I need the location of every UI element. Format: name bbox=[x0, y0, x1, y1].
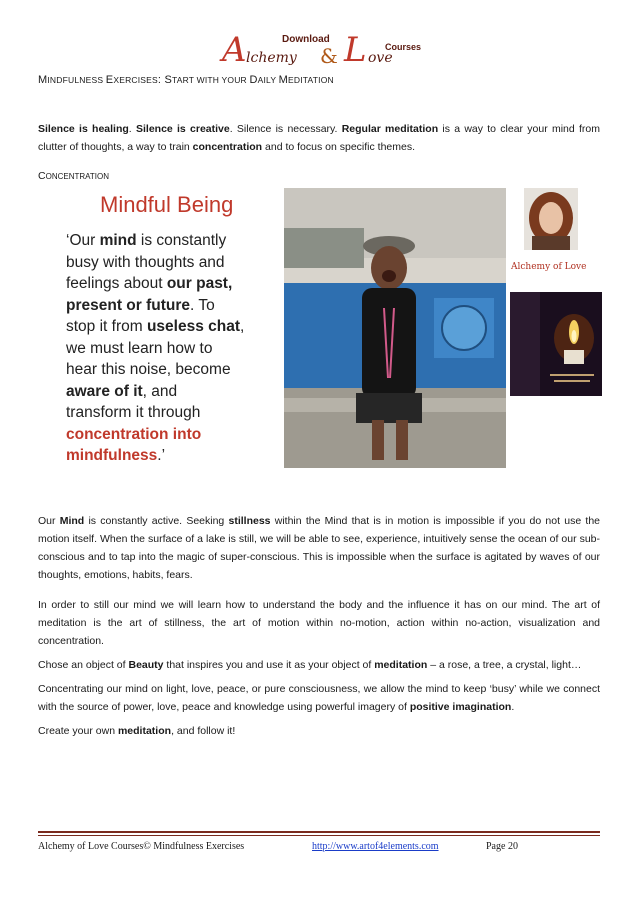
heading-smallcaps: TART WITH YOUR bbox=[171, 75, 250, 85]
bold-text: Regular meditation bbox=[341, 123, 439, 135]
subheading-smallcaps: ONCENTRATION bbox=[45, 172, 109, 181]
image-quote bbox=[66, 230, 276, 467]
mind-paragraph bbox=[38, 512, 600, 584]
text: – a rose, a tree, a crystal, light… bbox=[427, 659, 582, 671]
text: .’ bbox=[157, 447, 166, 464]
bold-text: meditation bbox=[374, 659, 428, 671]
intro-paragraph bbox=[38, 120, 600, 156]
text: . Silence is necessary. bbox=[229, 123, 342, 135]
quote-line bbox=[66, 273, 276, 295]
quote-line: hear this noise, become bbox=[66, 361, 231, 378]
logo-ove: ove bbox=[368, 50, 393, 66]
text: Create your own bbox=[38, 725, 118, 737]
text: that inspires you and use it as your object of bbox=[163, 659, 375, 671]
heading-colon: : bbox=[157, 74, 165, 86]
footer-rule bbox=[38, 831, 600, 833]
quote-line bbox=[66, 316, 276, 338]
heading-cap: M bbox=[278, 74, 288, 86]
heading-smallcaps: INDFULNESS bbox=[47, 75, 106, 85]
text: , and bbox=[142, 382, 178, 400]
heading-cap: S bbox=[164, 74, 172, 86]
mini-logo: Alchemy of Love bbox=[511, 262, 587, 272]
bold-text: aware of it bbox=[66, 382, 143, 400]
heading-smallcaps: EDITATION bbox=[288, 75, 334, 85]
logo-letter-l: L bbox=[344, 30, 367, 70]
logo-courses-text: Courses bbox=[385, 42, 422, 52]
image-title: Mindful Being bbox=[100, 192, 234, 217]
heading-smallcaps: XERCISES bbox=[113, 75, 158, 85]
author-portrait bbox=[524, 188, 578, 250]
text: , bbox=[240, 318, 245, 335]
logo-lchemy: lchemy bbox=[246, 50, 297, 66]
text: Chose an object of bbox=[38, 659, 129, 671]
text: feelings about bbox=[66, 275, 167, 292]
beauty-paragraph bbox=[38, 656, 600, 674]
bold-text: meditation bbox=[117, 725, 172, 737]
text: , and follow it! bbox=[171, 725, 236, 737]
logo-ampersand: & bbox=[320, 44, 338, 68]
quote-line bbox=[66, 445, 276, 467]
text: . To bbox=[190, 296, 215, 314]
subheading-cap: C bbox=[38, 170, 46, 182]
girl-photo bbox=[284, 188, 506, 468]
text: and to focus on specific themes. bbox=[262, 141, 416, 153]
text: . bbox=[511, 701, 515, 713]
bold-text: our past, bbox=[166, 275, 233, 292]
text: stop it from bbox=[66, 318, 147, 335]
quote-line bbox=[66, 295, 276, 317]
text: is a way to clear your mind from clutter of thoughts, a way to train bbox=[38, 123, 600, 153]
bold-text: Silence is healing bbox=[38, 123, 129, 135]
concentrating-paragraph bbox=[38, 680, 600, 716]
bold-text: Mind bbox=[59, 515, 85, 527]
bold-text: concentration bbox=[192, 141, 263, 153]
quote-line: concentration into bbox=[66, 425, 202, 443]
bold-text: positive imagination bbox=[409, 701, 512, 713]
text: ‘Our bbox=[66, 232, 100, 249]
text: Our bbox=[38, 515, 60, 527]
red-text: mindfulness bbox=[66, 447, 158, 464]
text: is constantly bbox=[136, 232, 227, 249]
mindful-being-image bbox=[66, 188, 606, 498]
quote-line: transform it through bbox=[66, 404, 201, 421]
logo-letter-a: A bbox=[222, 30, 247, 70]
heading-cap: D bbox=[249, 74, 258, 86]
bold-text: present or future bbox=[66, 296, 191, 314]
create-paragraph bbox=[38, 722, 600, 740]
text: . bbox=[128, 123, 136, 135]
quote-line bbox=[66, 230, 276, 252]
text: is constantly active. Seeking bbox=[84, 515, 229, 527]
bold-text: stillness bbox=[228, 515, 271, 527]
bold-text: mind bbox=[99, 232, 137, 249]
stillness-paragraph: In order to still our mind we will learn how to understand the body and the influence it has on our mind. The art of meditation is the art of stillness, the art of motion within no-motion, action within no-action, visualization and concentration. bbox=[38, 599, 600, 647]
bold-text: Silence is creative bbox=[135, 123, 230, 135]
quote-line: busy with thoughts and bbox=[66, 253, 225, 271]
footer-rule-thin bbox=[38, 835, 600, 836]
bold-text: useless chat bbox=[146, 318, 241, 335]
heading-cap: M bbox=[38, 74, 48, 86]
concentration-subheading bbox=[38, 170, 109, 182]
alchemy-of-love-logo bbox=[222, 30, 422, 74]
logo-download-text: Download bbox=[282, 34, 330, 45]
heading-cap: E bbox=[105, 74, 114, 86]
heading-smallcaps: AILY bbox=[257, 75, 279, 85]
text: within the Mind that is in motion is impossible if you do not use the motion itself. When the surface of a lake is still, we will be able to see, experience, intuitively sense the ocean of our sub-conscious and to tap into the magic of super-conscious. This is impossible when the surface is agitated by waves of our thoughts, emotions, habits, fears. bbox=[38, 515, 600, 581]
quote-line: we must learn how to bbox=[66, 339, 213, 357]
page-number: Page 20 bbox=[486, 841, 518, 852]
text: Concentrating our mind on light, love, peace, or pure consciousness, we allow the mind to keep ‘busy’ while we connect with the source of power, love, peace and knowledge using powerful imagery of bbox=[38, 683, 600, 713]
book-cover bbox=[510, 292, 602, 396]
page-heading bbox=[38, 74, 334, 86]
quote-line bbox=[66, 381, 276, 403]
bold-text: Beauty bbox=[128, 659, 164, 671]
footer-copyright: Alchemy of Love Courses© Mindfulness Exercises bbox=[38, 841, 245, 852]
footer-website-link[interactable]: http://www.artof4elements.com bbox=[312, 841, 439, 852]
